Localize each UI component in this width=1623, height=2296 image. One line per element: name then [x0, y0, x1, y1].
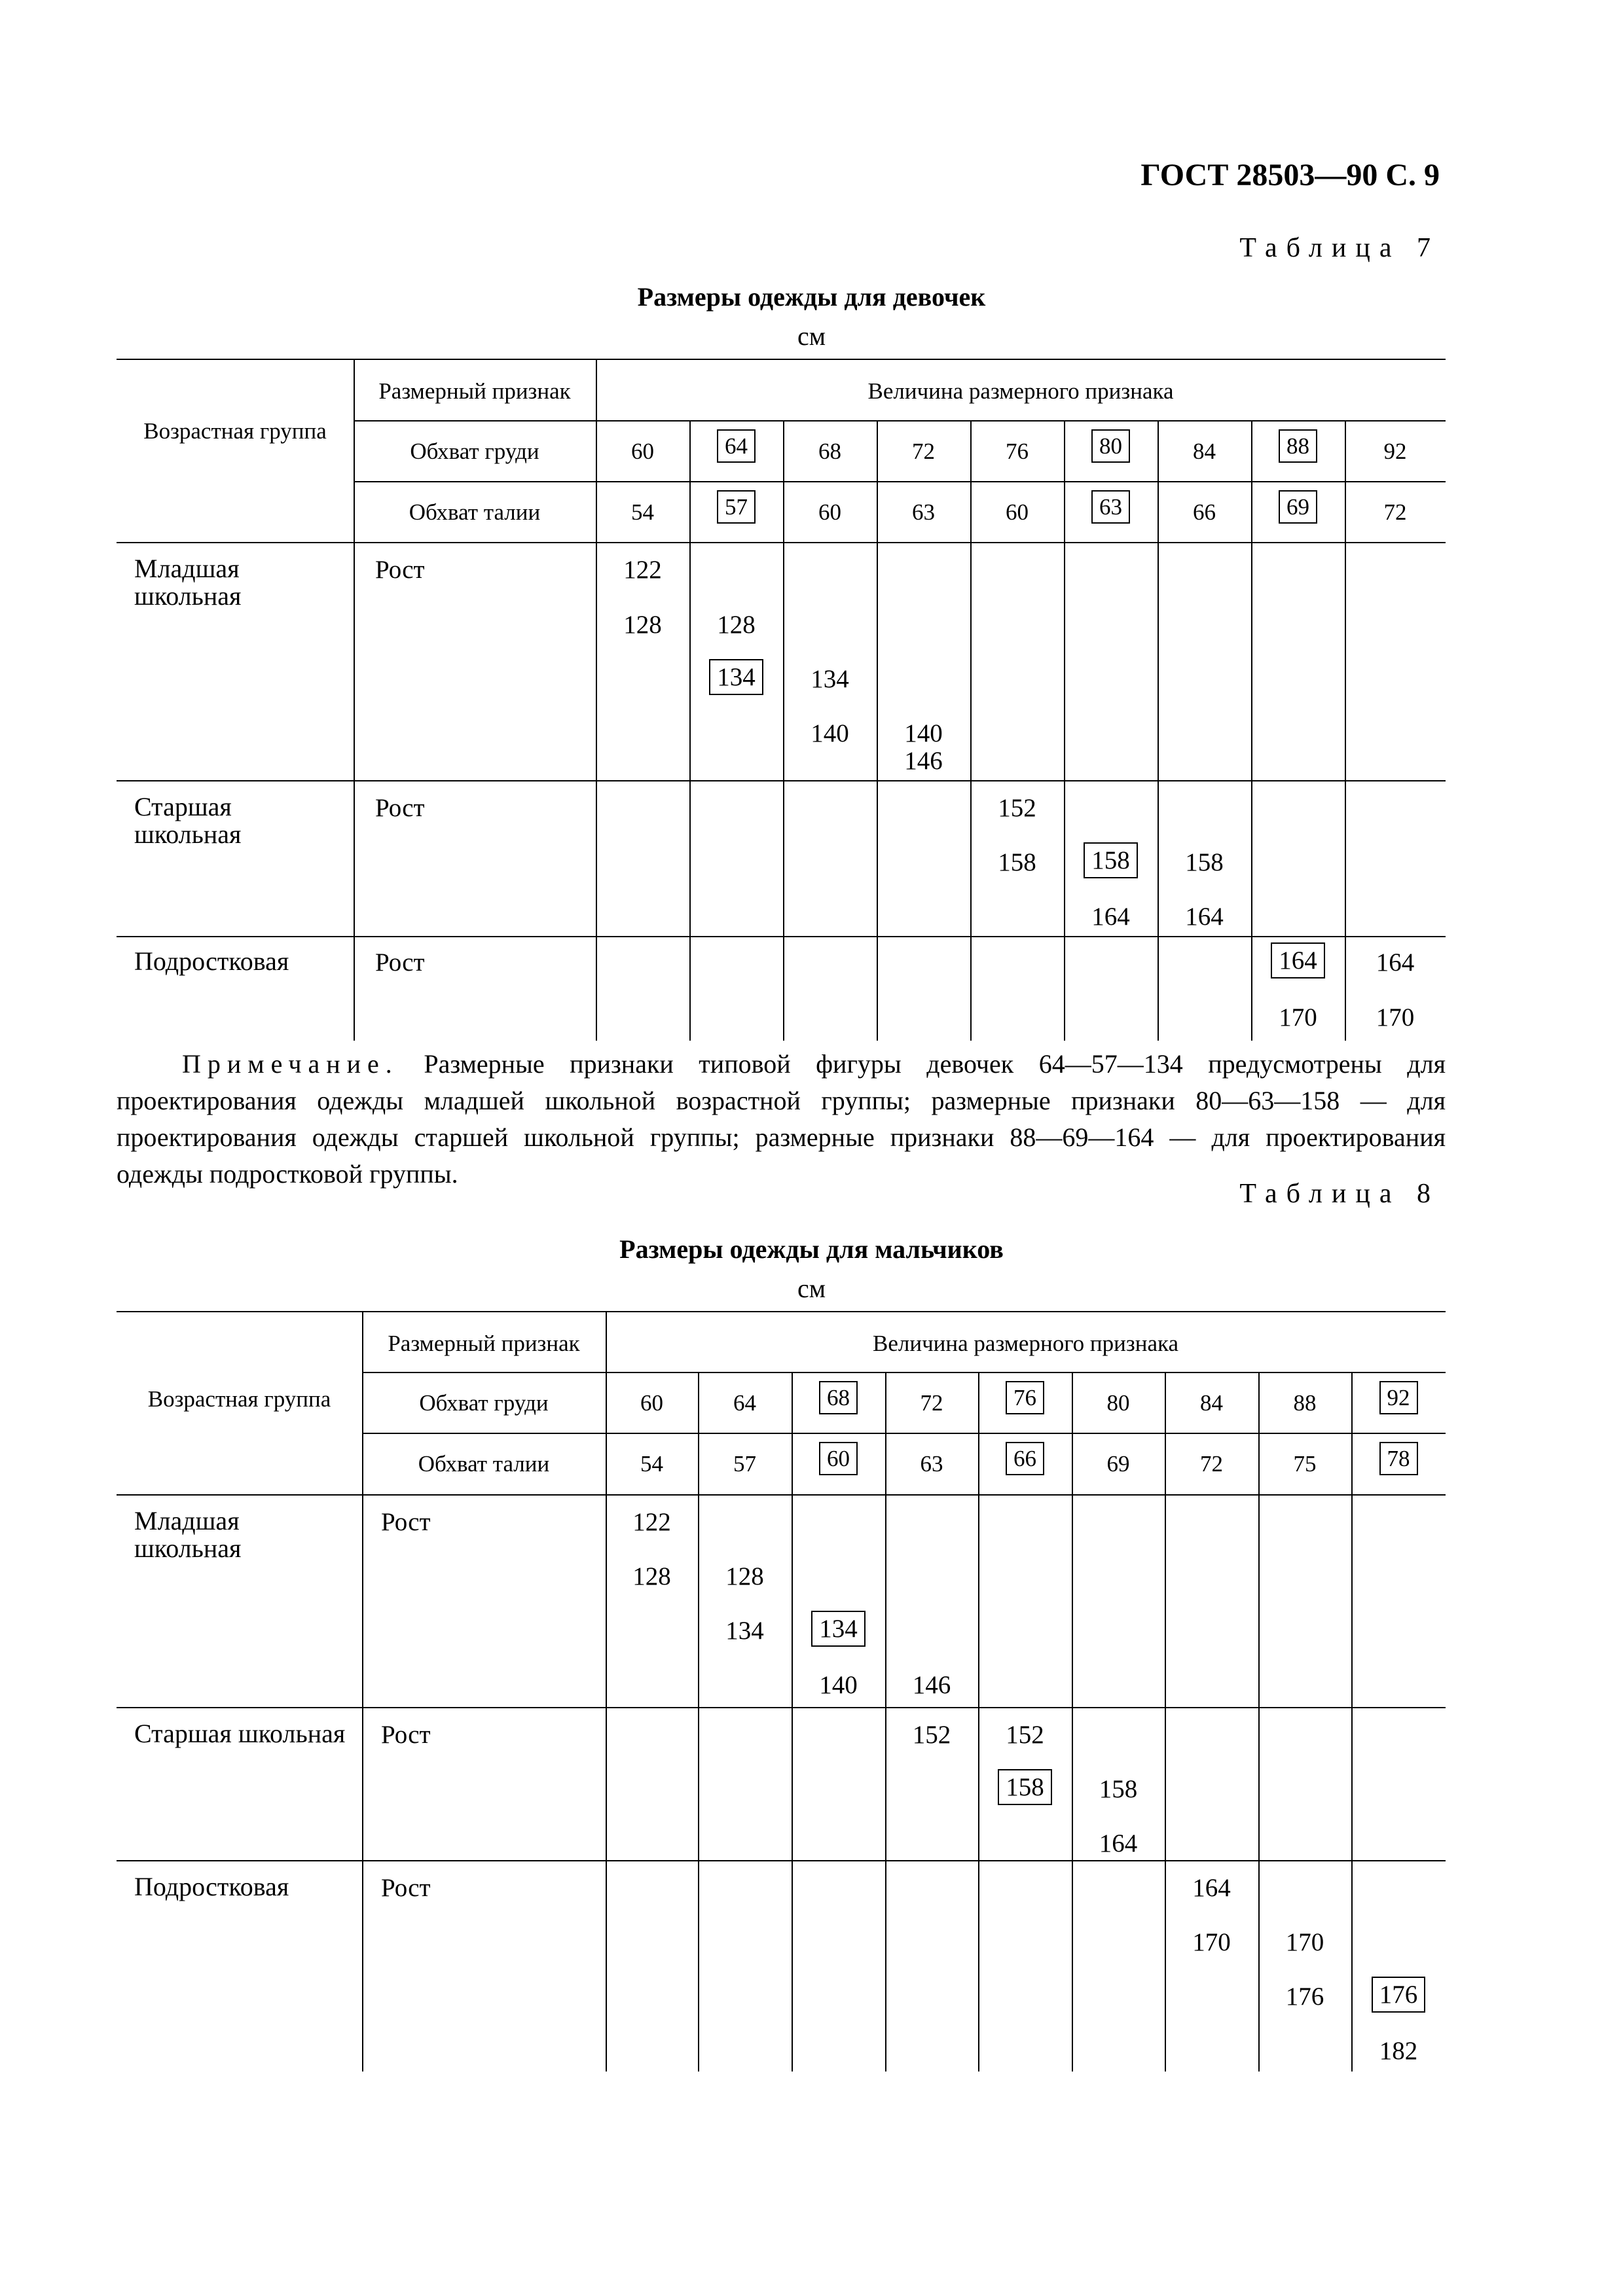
table8-height: 158 [1099, 1775, 1138, 1803]
table8-height: 170 [1285, 1928, 1324, 1956]
table7-label: Таблица 7 [1239, 233, 1440, 263]
table8-value-header: Величина размерного признака [873, 1331, 1178, 1356]
table7-height: 152 [998, 794, 1036, 822]
table7-waist-value: 63 [1091, 490, 1130, 524]
table7-height: 122 [623, 556, 662, 584]
table7-value-header: Величина размерного признака [867, 378, 1174, 404]
table7-waist-value: 57 [717, 490, 756, 524]
table8-sign-senior: Рост [381, 1721, 431, 1749]
table7-waist-value: 60 [818, 499, 841, 525]
table7-age-header: Возрастная группа [143, 418, 327, 444]
table8-label: Таблица 8 [1239, 1179, 1440, 1209]
table8-height: 176 [1372, 1977, 1426, 2013]
table7-sign-teen: Рост [375, 948, 425, 977]
table8-title: Размеры одежды для мальчиков [619, 1234, 1004, 1264]
table7-waist-value: 63 [912, 499, 935, 525]
table8-sign-teen: Рост [381, 1874, 431, 1902]
table7-waist-value: 60 [1006, 499, 1029, 525]
table7-height: 140 [811, 719, 849, 747]
table8-waist-value: 54 [640, 1451, 663, 1477]
table8-waist-value: 60 [819, 1442, 858, 1475]
table8-chest-value: 76 [1006, 1381, 1044, 1414]
table7-sign-senior: Рост [375, 794, 425, 822]
table7-height: 158 [998, 848, 1036, 876]
page-header: ГОСТ 28503—90 С. 9 [1140, 158, 1440, 192]
table8-unit: см [797, 1274, 826, 1303]
table8-waist-value: 66 [1006, 1442, 1044, 1475]
table7-waist-value: 66 [1193, 499, 1216, 525]
table7-chest-value: 92 [1383, 439, 1407, 464]
table7-chest-value: 80 [1091, 429, 1130, 463]
table7-chest-label: Обхват груди [410, 439, 539, 464]
table8-group-junior: Младшая школьная [134, 1506, 242, 1563]
table8-waist-value: 75 [1293, 1451, 1317, 1477]
table8-chest-value: 80 [1106, 1390, 1130, 1416]
table8-height: 176 [1285, 1982, 1324, 2011]
table7-sign-header: Размерный признак [378, 378, 571, 404]
table7-waist-label: Обхват талии [409, 499, 541, 525]
table8-height: 170 [1192, 1928, 1231, 1956]
table8-height: 122 [632, 1508, 671, 1536]
table7-sign-junior: Рост [375, 556, 425, 584]
table8-height: 128 [725, 1562, 764, 1590]
table7-height: 140 [904, 719, 943, 747]
table7-group-junior: Младшая школьная [134, 554, 242, 611]
table8-waist-value: 63 [920, 1451, 943, 1477]
table8-height: 158 [998, 1769, 1052, 1805]
table7-group-senior: Старшая школьная [134, 792, 242, 849]
table8-waist-value: 78 [1379, 1442, 1418, 1475]
table8-height: 164 [1192, 1874, 1231, 1902]
table7-height: 128 [623, 611, 662, 639]
table7-chest-value: 84 [1193, 439, 1216, 464]
table7-chest-value: 72 [912, 439, 935, 464]
table8-height: 140 [819, 1671, 858, 1699]
table8-height: 152 [912, 1721, 951, 1749]
table8-chest-value: 92 [1379, 1381, 1418, 1414]
table8-waist-value: 72 [1200, 1451, 1223, 1477]
table8-waist-value: 69 [1106, 1451, 1130, 1477]
table7-height: 134 [709, 659, 763, 695]
table8-chest-value: 72 [920, 1390, 943, 1416]
table7-unit: см [797, 321, 826, 351]
note-text: Размерные признаки типовой фигуры девочек 64—57—134 предусмотрены для проектирования одежды младшей школьной возрастной группы; размерные признаки 80—63—158 — для проектирования одежды старшей школьной группы; размерные признаки 88—69—164 — для проектирования одежды подростковой группы. [117, 1049, 1446, 1189]
table7-chest-value: 68 [818, 439, 841, 464]
table8-height: 152 [1006, 1721, 1044, 1749]
table8-height: 164 [1099, 1829, 1138, 1857]
table7-height: 164 [1185, 903, 1224, 931]
table8-age-header: Возрастная группа [147, 1386, 331, 1412]
table8-height: 128 [632, 1562, 671, 1590]
table8-chest-value: 88 [1293, 1390, 1317, 1416]
table7-height: 164 [1376, 948, 1415, 977]
table7-height: 164 [1091, 903, 1130, 931]
table8-height: 182 [1379, 2037, 1418, 2065]
table7-waist-value: 69 [1279, 490, 1317, 524]
table7-waist-value: 54 [631, 499, 654, 525]
note-lead: Примечание. [182, 1049, 399, 1079]
table7-chest-value: 60 [631, 439, 654, 464]
table7-height: 158 [1185, 848, 1224, 876]
table8-waist-label: Обхват талии [418, 1451, 550, 1477]
table8-chest-value: 60 [640, 1390, 663, 1416]
table7-height: 170 [1376, 1003, 1415, 1031]
table8-height: 146 [912, 1671, 951, 1699]
table7-chest-value: 64 [717, 429, 756, 463]
table7-height: 158 [1084, 842, 1138, 878]
table7-height: 164 [1271, 942, 1325, 978]
table7-height: 128 [717, 611, 756, 639]
table7-note [117, 1046, 1446, 1193]
table8-group-senior: Старшая школьная [134, 1719, 346, 1748]
table7-waist-value: 72 [1383, 499, 1407, 525]
table8-chest-value: 68 [819, 1381, 858, 1414]
table8-waist-value: 57 [733, 1451, 756, 1477]
table8-sign-header: Размерный признак [388, 1331, 580, 1356]
table8-sign-junior: Рост [381, 1508, 431, 1536]
table7-height: 134 [811, 665, 849, 693]
table7-height: 170 [1279, 1003, 1317, 1031]
table8-group-teen: Подростковая [134, 1872, 289, 1901]
table8-chest-value: 84 [1200, 1390, 1223, 1416]
table8-chest-value: 64 [733, 1390, 756, 1416]
table7-chest-value: 88 [1279, 429, 1317, 463]
table8-height: 134 [811, 1611, 866, 1647]
table7-height: 146 [904, 747, 943, 775]
table7-title: Размеры одежды для девочек [637, 282, 986, 312]
table7-group-teen: Подростковая [134, 946, 289, 976]
table7-chest-value: 76 [1006, 439, 1029, 464]
table8-height: 134 [725, 1617, 764, 1645]
table8-chest-label: Обхват груди [419, 1390, 549, 1416]
